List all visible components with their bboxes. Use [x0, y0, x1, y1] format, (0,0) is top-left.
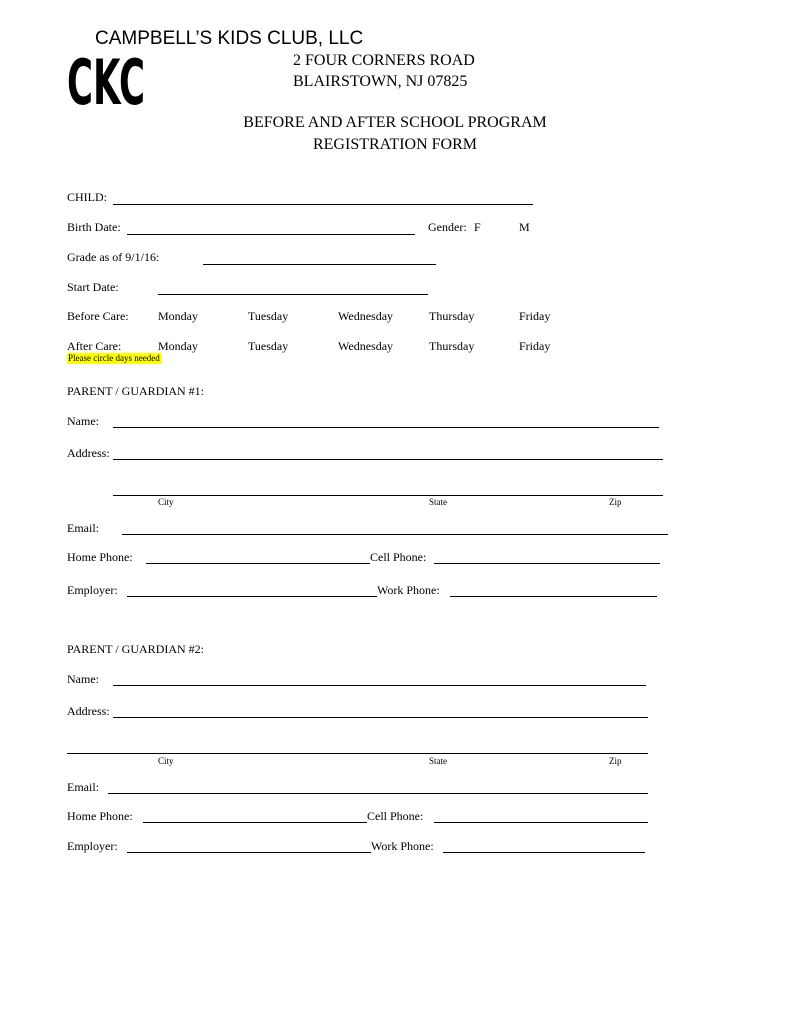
guardian2-city-caption: City [158, 756, 174, 766]
company-name: CAMPBELL’S KIDS CLUB, LLC [95, 28, 364, 49]
guardian2-employer-field[interactable] [127, 852, 371, 853]
before-care-label: Before Care: [67, 309, 129, 323]
guardian2-email-field[interactable] [108, 793, 648, 794]
gender-option-f[interactable]: F [474, 220, 481, 234]
before-care-monday[interactable]: Monday [158, 309, 198, 323]
form-title-line-2: REGISTRATION FORM [312, 136, 477, 153]
guardian2-name-label: Name: [67, 672, 99, 686]
gender-option-m[interactable]: M [519, 220, 530, 234]
guardian1-employer-label: Employer: [67, 583, 118, 597]
guardian1-home-phone-label: Home Phone: [67, 550, 133, 564]
guardian1-work-phone-field[interactable] [450, 596, 657, 597]
guardian1-city-state-zip-field[interactable] [113, 495, 663, 496]
guardian1-employer-field[interactable] [127, 596, 377, 597]
grade-label: Grade as of 9/1/16: [67, 250, 160, 264]
after-care-tuesday[interactable]: Tuesday [248, 339, 289, 353]
guardian2-name-field[interactable] [113, 685, 646, 686]
before-care-friday[interactable]: Friday [519, 309, 551, 323]
guardian2-state-caption: State [429, 756, 447, 766]
logo-text: CKC [67, 46, 145, 119]
guardian1-cell-phone-field[interactable] [434, 563, 660, 564]
guardian1-cell-phone-label: Cell Phone: [370, 550, 427, 564]
guardian1-work-phone-label: Work Phone: [377, 583, 440, 597]
birth-date-field[interactable] [127, 234, 415, 235]
child-name-field[interactable] [113, 204, 533, 205]
after-care-thursday[interactable]: Thursday [429, 339, 475, 353]
guardian2-home-phone-field[interactable] [143, 822, 367, 823]
before-care-wednesday[interactable]: Wednesday [338, 309, 394, 323]
circle-days-note: Please circle days needed [68, 353, 160, 363]
address-line-1: 2 FOUR CORNERS ROAD [293, 52, 475, 69]
guardian1-name-field[interactable] [113, 427, 659, 428]
after-care-friday[interactable]: Friday [519, 339, 551, 353]
child-label: CHILD: [67, 190, 107, 204]
form-title-line-1: BEFORE AND AFTER SCHOOL PROGRAM [243, 114, 547, 131]
guardian2-address-field[interactable] [113, 717, 648, 718]
guardian1-email-field[interactable] [122, 534, 668, 535]
before-care-thursday[interactable]: Thursday [429, 309, 475, 323]
guardian2-cell-phone-label: Cell Phone: [367, 809, 424, 823]
guardian2-work-phone-field[interactable] [443, 852, 645, 853]
guardian1-address-field[interactable] [113, 459, 663, 460]
guardian1-heading: PARENT / GUARDIAN #1: [67, 384, 205, 398]
guardian1-state-caption: State [429, 497, 447, 507]
guardian2-cell-phone-field[interactable] [434, 822, 648, 823]
gender-label: Gender: [428, 220, 467, 234]
guardian2-city-state-zip-field[interactable] [67, 753, 648, 754]
guardian1-name-label: Name: [67, 414, 99, 428]
guardian1-email-label: Email: [67, 521, 99, 535]
guardian1-address-label: Address: [67, 446, 110, 460]
address-line-2: BLAIRSTOWN, NJ 07825 [293, 73, 468, 90]
guardian1-home-phone-field[interactable] [146, 563, 370, 564]
guardian2-email-label: Email: [67, 780, 99, 794]
guardian2-work-phone-label: Work Phone: [371, 839, 434, 853]
ckc-logo [66, 40, 146, 119]
birth-date-label: Birth Date: [67, 220, 121, 234]
guardian2-address-label: Address: [67, 704, 110, 718]
guardian2-zip-caption: Zip [609, 756, 622, 766]
guardian1-zip-caption: Zip [609, 497, 622, 507]
guardian2-employer-label: Employer: [67, 839, 118, 853]
after-care-label: After Care: [67, 339, 122, 353]
before-care-tuesday[interactable]: Tuesday [248, 309, 289, 323]
guardian2-heading: PARENT / GUARDIAN #2: [67, 642, 205, 656]
guardian2-home-phone-label: Home Phone: [67, 809, 133, 823]
guardian1-city-caption: City [158, 497, 174, 507]
start-date-label: Start Date: [67, 280, 119, 294]
after-care-wednesday[interactable]: Wednesday [338, 339, 394, 353]
after-care-monday[interactable]: Monday [158, 339, 198, 353]
start-date-field[interactable] [158, 294, 428, 295]
grade-field[interactable] [203, 264, 436, 265]
